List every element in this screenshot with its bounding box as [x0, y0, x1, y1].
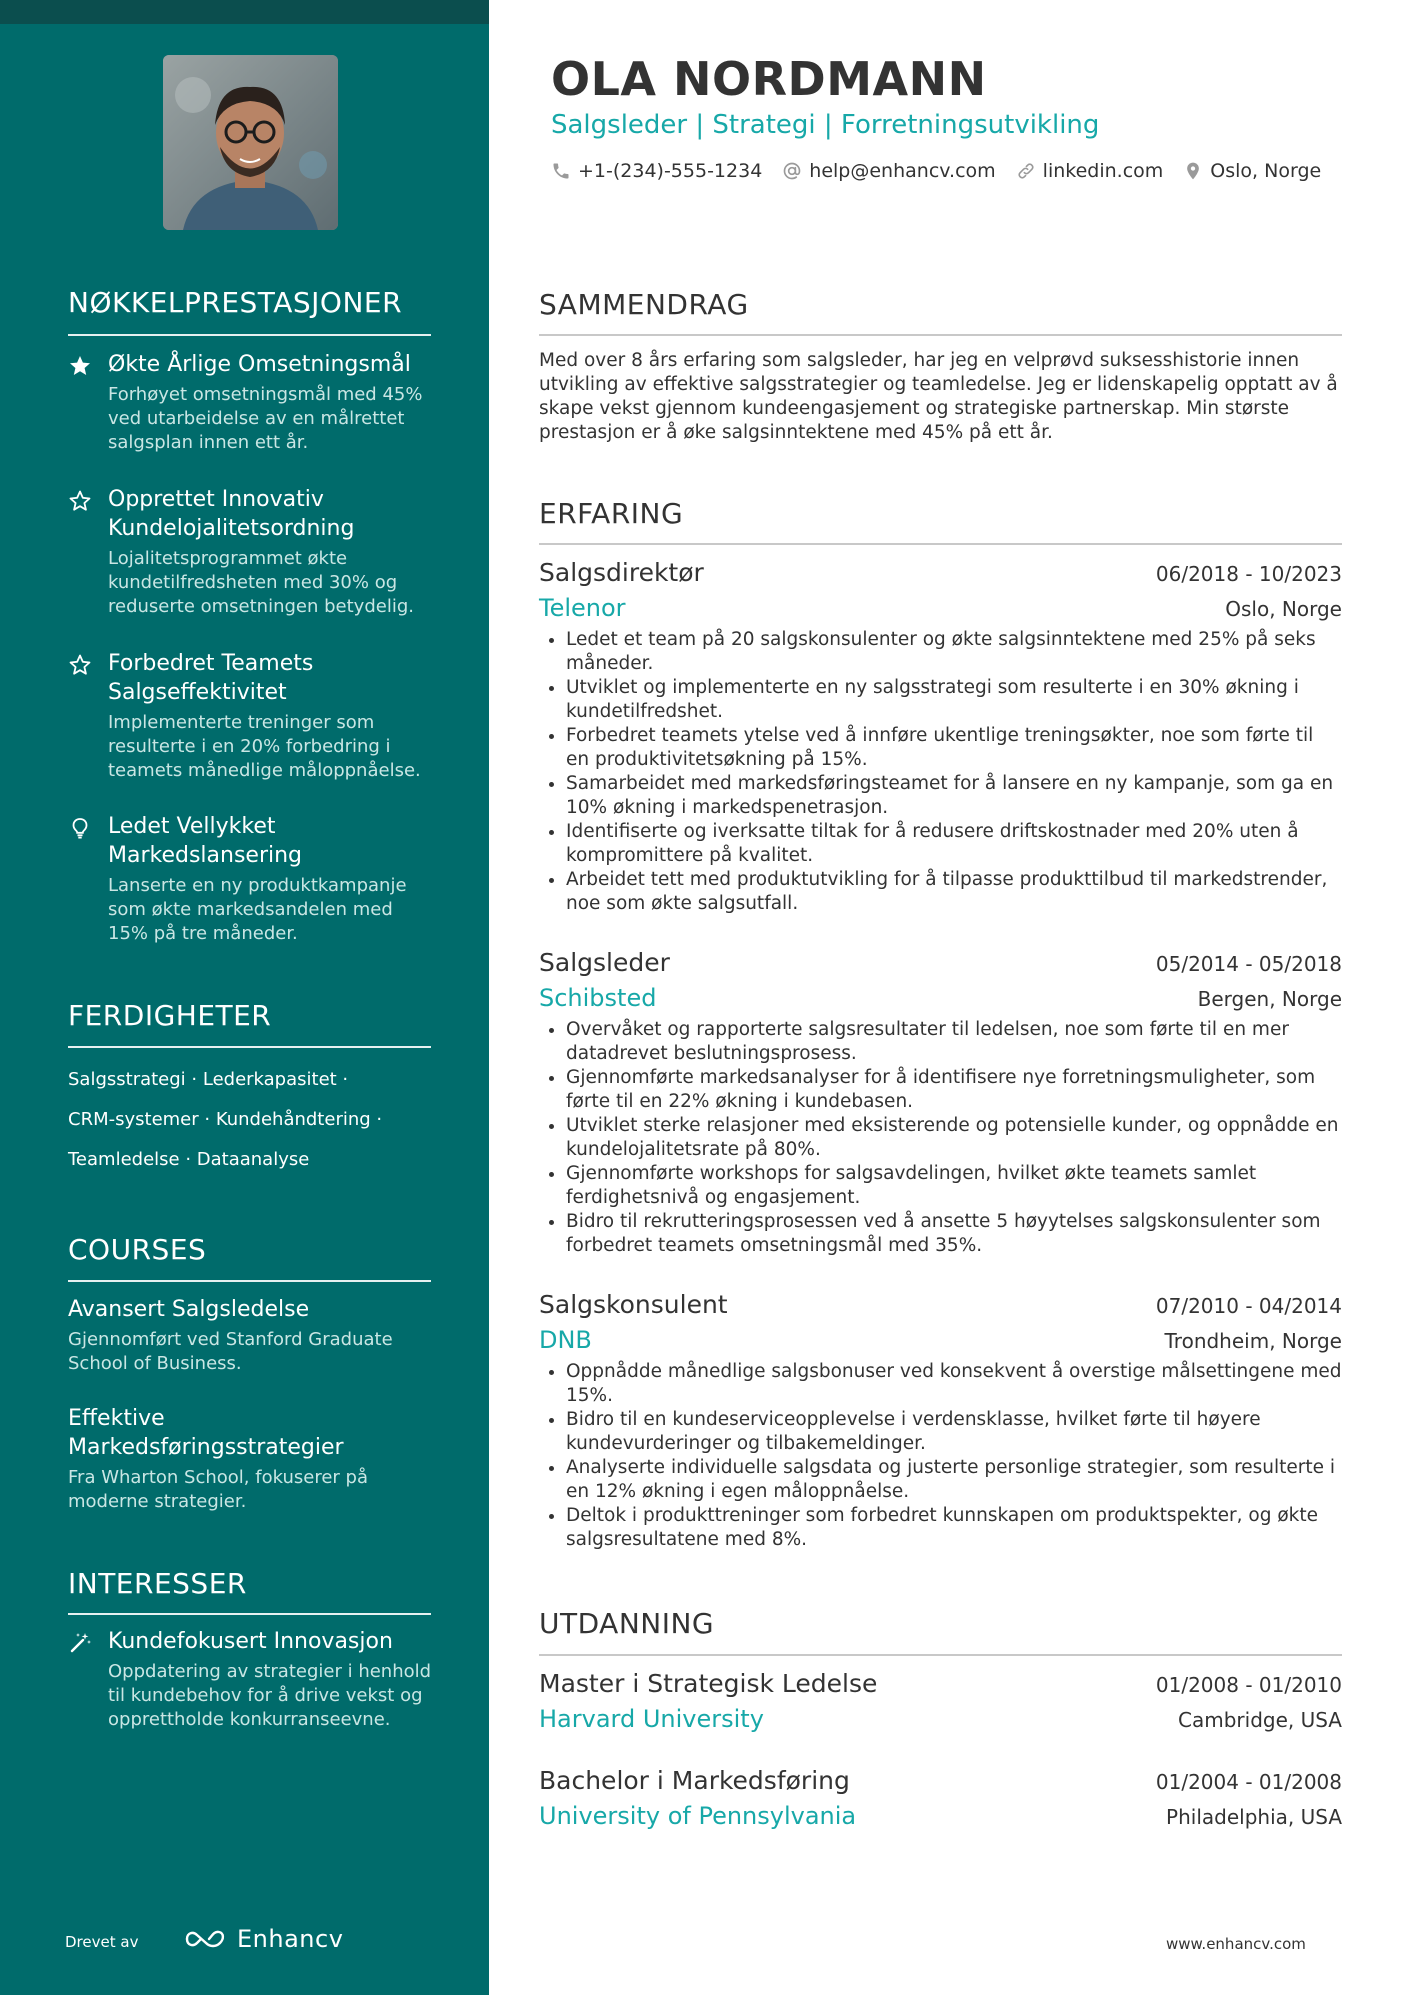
experience-title: ERFARING: [539, 497, 684, 530]
job-subheader: [539, 980, 1342, 1016]
job-bullet: • Utviklet sterke relasjoner med eksisterende og potensielle kunder, og oppnådde en kundelojalitetsrate på 80%.: [566, 1114, 1342, 1162]
job-company: DNB: [539, 1326, 592, 1354]
achievement-desc: Forhøyet omsetningsmål med 45% ved utarbeidelse av en målrettet salgsplan innen ett år.: [108, 384, 423, 453]
location-pin-icon: [1183, 161, 1203, 181]
job-bullet: • Identifiserte og iverksatte tiltak for å redusere driftskostnader med 20% uten å kompromittere på kvalitet.: [566, 820, 1342, 868]
job-company: Telenor: [539, 594, 626, 622]
contact-phone[interactable]: [551, 160, 762, 182]
job-bullet: • Bidro til en kundeserviceopplevelse i verdensklasse, hvilket førte til høyere kundevurderinger og tilbakemeldinger.: [566, 1408, 1342, 1456]
job-bullet: • Gjennomførte workshops for salgsavdelingen, hvilket økte teamets samlet ferdighetsnivå og engasjement.: [566, 1162, 1342, 1210]
achievement-title: Forbedret Teamets Salgseffektivitet: [108, 651, 314, 705]
job-location: Oslo, Norge: [1225, 597, 1342, 621]
job-bullet: • Gjennomførte markedsanalyser for å identifisere nye forretningsmuligheter, som førte til en 22% økning i kundebasen.: [566, 1066, 1342, 1114]
job-dates: 05/2014 - 05/2018: [1155, 952, 1342, 976]
education-location: Cambridge, USA: [1178, 1708, 1342, 1732]
footer-url[interactable]: www.enhancv.com: [1166, 1935, 1306, 1953]
enhancv-logo-icon: [183, 1927, 229, 1951]
skills-line: CRM-systemer · Kundehåndtering ·: [68, 1109, 383, 1130]
skills-rule: [68, 1046, 431, 1048]
phone-icon: [551, 161, 571, 181]
powered-by-label: Drevet av: [65, 1933, 139, 1951]
education-header: [539, 1667, 1342, 1701]
contact-email[interactable]: [782, 160, 995, 182]
sidebar-top-bar: [0, 0, 489, 24]
job-header: [539, 946, 1342, 980]
experience-rule: [539, 543, 1342, 545]
job-header: [539, 1288, 1342, 1322]
education-entry: [539, 1667, 1342, 1737]
summary-rule: [539, 334, 1342, 336]
achievements-title: NØKKELPRESTASJONER: [68, 286, 403, 319]
profile-photo-illustration: [163, 55, 338, 230]
job-location: Trondheim, Norge: [1164, 1329, 1342, 1353]
job-bullet: • Oppnådde månedlige salgsbonuser ved konsekvent å overstige målsettingene med 15%.: [566, 1360, 1342, 1408]
job-entry: [539, 1288, 1342, 1552]
job-title: Salgsdirektør: [539, 558, 704, 587]
skills-line: Salgsstrategi · Lederkapasitet ·: [68, 1069, 349, 1090]
at-sign-icon: [782, 161, 802, 181]
job-bullet: • Forbedret teamets ytelse ved å innføre ukentlige treningsøkter, noe som førte til en produktivitetsøkning på 15%.: [566, 724, 1342, 772]
skills-list: [68, 1060, 438, 1180]
interest-desc: Oppdatering av strategier i henhold til kundebehov for å drive vekst og opprettholde konkurranseevne.: [108, 1661, 432, 1730]
achievement-title: Opprettet Innovativ Kundelojalitetsordning: [108, 487, 355, 541]
interests-rule: [68, 1613, 431, 1615]
job-dates: 07/2010 - 04/2014: [1155, 1294, 1342, 1318]
contact-linkedin[interactable]: [1016, 160, 1164, 182]
education-title: UTDANNING: [539, 1607, 715, 1640]
summary-text: Med over 8 års erfaring som salgsleder, har jeg en velprøvd suksesshistorie innen utvikling av effektive salgsstrategier og teamledelse. Jeg er lidenskapelig opptatt av å skape vekst gjennom kundeengasjement og strategiske partnerskap. Min største prestasjon er å øke salgsinntektene med 45% på ett år.: [539, 350, 1338, 443]
skills-line: Teamledelse · Dataanalyse: [68, 1149, 310, 1170]
job-title: Salgsleder: [539, 948, 670, 977]
job-bullet: • Utviklet og implementerte en ny salgsstrategi som resulterte i en 30% økning i kundetilfredshet.: [566, 676, 1342, 724]
job-bullets: [539, 1360, 1342, 1552]
job-bullet: • Ledet et team på 20 salgskonsulenter og økte salgsinntektene med 25% på seks måneder.: [566, 628, 1342, 676]
contact-bar: [551, 160, 1321, 182]
interests-title: INTERESSER: [68, 1567, 247, 1600]
courses-rule: [68, 1280, 431, 1282]
education-entry: [539, 1764, 1342, 1834]
job-title: Salgskonsulent: [539, 1290, 728, 1319]
course-title: Avansert Salgsledelse: [68, 1297, 310, 1322]
education-subheader: [539, 1701, 1342, 1737]
education-dates: 01/2004 - 01/2008: [1155, 1770, 1342, 1794]
job-location: Bergen, Norge: [1197, 987, 1342, 1011]
job-subheader: [539, 590, 1342, 626]
achievement-title: Ledet Vellykket Markedslansering: [108, 814, 303, 868]
achievement-item: [68, 350, 438, 455]
job-bullet: • Arbeidet tett med produktutvikling for å tilpasse produkttilbud til markedstrender, noe som økte salgsutfall.: [566, 868, 1342, 916]
job-bullet: • Bidro til rekrutteringsprosessen ved å ansette 5 høyytelses salgskonsulenter som forbedret teamets omsetningsmål med 35%.: [566, 1210, 1342, 1258]
achievements-rule: [68, 334, 431, 336]
education-school: University of Pennsylvania: [539, 1802, 857, 1830]
course-title: Effektive Markedsføringsstrategier: [68, 1406, 344, 1460]
star-outline-icon: [68, 653, 92, 677]
achievement-desc: Implementerte treninger som resulterte i en 20% forbedring i teamets månedlige måloppnåelse.: [108, 712, 421, 781]
job-bullet: • Samarbeidet med markedsføringsteamet for å lansere en ny kampanje, som ga en 10% økning i markedspenetrasjon.: [566, 772, 1342, 820]
enhancv-brand-name: Enhancv: [237, 1925, 344, 1953]
interest-title: Kundefokusert Innovasjon: [108, 1629, 393, 1654]
job-bullets: [539, 1018, 1342, 1258]
courses-title: COURSES: [68, 1233, 207, 1266]
course-item: [68, 1404, 438, 1514]
job-entry: [539, 946, 1342, 1258]
location-text: Oslo, Norge: [1210, 160, 1322, 182]
sidebar: [0, 0, 489, 1995]
achievement-item: [68, 812, 438, 946]
job-entry: [539, 556, 1342, 916]
enhancv-logo[interactable]: [183, 1925, 343, 1953]
job-subheader: [539, 1322, 1342, 1358]
skills-title: FERDIGHETER: [68, 999, 272, 1032]
achievement-desc: Lojalitetsprogrammet økte kundetilfredsheten med 30% og reduserte omsetningen betydelig.: [108, 548, 414, 617]
star-filled-icon: [68, 354, 92, 378]
star-outline-icon: [68, 489, 92, 513]
education-subheader: [539, 1798, 1342, 1834]
candidate-name: OLA NORDMANN: [551, 52, 987, 106]
candidate-headline: Salgsleder | Strategi | Forretningsutvikling: [551, 110, 1100, 140]
linkedin-text: linkedin.com: [1042, 160, 1164, 182]
course-desc: Fra Wharton School, fokuserer på moderne strategier.: [68, 1467, 368, 1512]
education-degree: Master i Strategisk Ledelse: [539, 1669, 878, 1698]
summary-title: SAMMENDRAG: [539, 288, 749, 321]
education-dates: 01/2008 - 01/2010: [1155, 1673, 1342, 1697]
achievement-desc: Lanserte en ny produktkampanje som økte markedsandelen med 15% på tre måneder.: [108, 875, 407, 944]
phone-text: +1-(234)-555-1234: [578, 160, 763, 182]
lightbulb-icon: [68, 816, 92, 840]
education-school: Harvard University: [539, 1705, 764, 1733]
education-header: [539, 1764, 1342, 1798]
job-bullet: • Analyserte individuelle salgsdata og justerte personlige strategier, som resulterte i en 12% økning i egen måloppnåelse.: [566, 1456, 1342, 1504]
magic-wand-icon: [68, 1631, 92, 1655]
education-rule: [539, 1654, 1342, 1656]
achievement-item: [68, 649, 438, 783]
email-text: help@enhancv.com: [809, 160, 996, 182]
job-company: Schibsted: [539, 984, 657, 1012]
job-header: [539, 556, 1342, 590]
achievement-item: [68, 485, 438, 619]
interest-item: [68, 1627, 438, 1732]
education-degree: Bachelor i Markedsføring: [539, 1766, 850, 1795]
course-item: [68, 1295, 438, 1376]
link-icon: [1016, 161, 1036, 181]
achievement-title: Økte Årlige Omsetningsmål: [108, 352, 411, 377]
job-bullet: • Overvåket og rapporterte salgsresultater til ledelsen, noe som førte til en mer datadrevet beslutningsprosess.: [566, 1018, 1342, 1066]
job-dates: 06/2018 - 10/2023: [1155, 562, 1342, 586]
education-location: Philadelphia, USA: [1166, 1805, 1342, 1829]
job-bullet: • Deltok i produkttreninger som forbedret kunnskapen om produktspekter, og økte salgsresultatene med 8%.: [566, 1504, 1342, 1552]
course-desc: Gjennomført ved Stanford Graduate School of Business.: [68, 1329, 393, 1374]
contact-location: [1183, 160, 1321, 182]
profile-photo: [163, 55, 338, 230]
job-bullets: [539, 628, 1342, 916]
